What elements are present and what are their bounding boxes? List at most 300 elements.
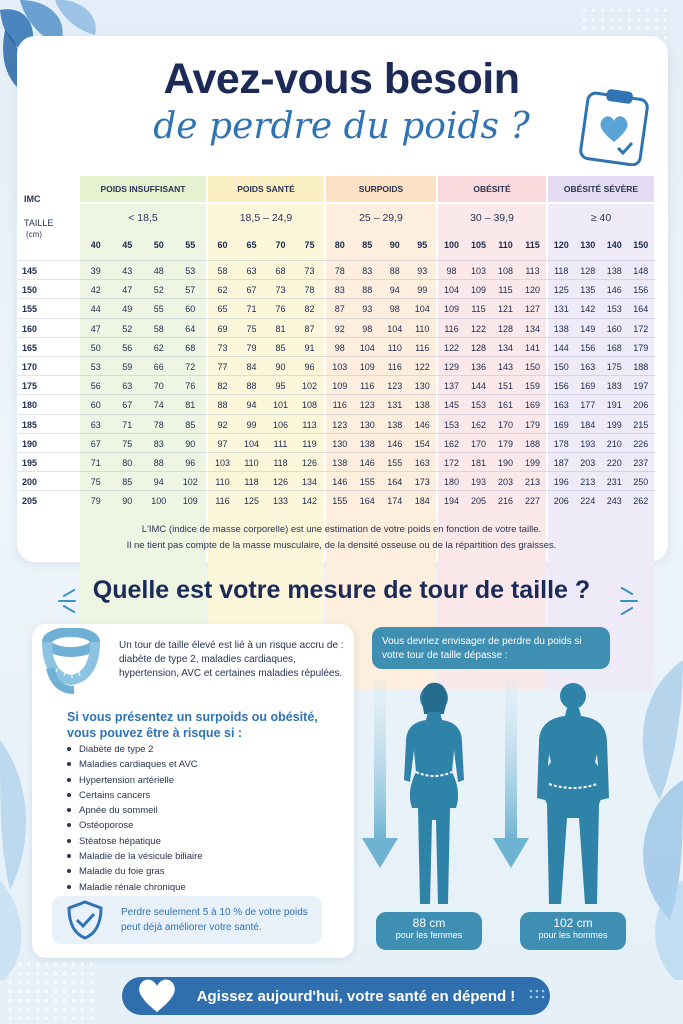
row-divider bbox=[18, 433, 656, 434]
row-divider bbox=[18, 298, 656, 299]
table-row bbox=[18, 492, 656, 511]
bmi-cell: 213 bbox=[524, 477, 541, 488]
bmi-cell: 78 bbox=[153, 419, 164, 430]
bmi-cell: 199 bbox=[606, 419, 622, 430]
bmi-cell: 145 bbox=[443, 400, 460, 411]
bmi-cell: 109 bbox=[332, 381, 348, 392]
bmi-cell: 84 bbox=[246, 362, 257, 372]
bmi-cell: 196 bbox=[553, 477, 569, 488]
bmi-cell: 162 bbox=[470, 419, 487, 430]
down-arrow-icon bbox=[362, 680, 398, 870]
row-divider bbox=[18, 414, 656, 415]
bmi-cell: 231 bbox=[606, 477, 622, 488]
weight-header-cell: 115 bbox=[525, 240, 540, 250]
bmi-cell: 49 bbox=[122, 304, 133, 315]
bmi-cell: 116 bbox=[332, 400, 347, 411]
bmi-cell: 82 bbox=[217, 381, 228, 392]
list-item: Certains cancers bbox=[67, 788, 203, 803]
weight-header-cell: 100 bbox=[443, 240, 460, 250]
bmi-cell: 121 bbox=[497, 304, 514, 315]
bmi-cell: 98 bbox=[389, 304, 400, 315]
row-divider bbox=[18, 337, 656, 338]
bmi-cell: 163 bbox=[414, 458, 430, 468]
bmi-cell: 74 bbox=[153, 400, 164, 411]
weight-header-cell: 50 bbox=[153, 240, 164, 250]
bmi-cell: 47 bbox=[90, 323, 101, 334]
bmi-cell: 155 bbox=[387, 458, 403, 468]
bmi-cell: 99 bbox=[246, 419, 257, 430]
bmi-cell: 130 bbox=[414, 381, 430, 392]
bmi-cell: 172 bbox=[633, 323, 649, 334]
bmi-cell: 109 bbox=[359, 362, 375, 372]
bmi-cell: 146 bbox=[387, 438, 403, 449]
bmi-cell: 104 bbox=[243, 438, 260, 449]
bmi-cell: 116 bbox=[444, 323, 459, 334]
bmi-cell: 134 bbox=[497, 342, 514, 353]
table-row bbox=[18, 473, 656, 492]
bmi-cell: 115 bbox=[498, 285, 513, 296]
bmi-cell: 146 bbox=[359, 458, 375, 468]
table-row bbox=[18, 358, 656, 377]
bmi-cell: 203 bbox=[497, 477, 514, 488]
bmi-cell: 138 bbox=[606, 266, 622, 276]
bmi-cell: 71 bbox=[90, 458, 101, 468]
bmi-cell: 93 bbox=[362, 304, 373, 315]
bmi-cell: 193 bbox=[580, 438, 596, 449]
bmi-cell: 58 bbox=[153, 323, 164, 334]
weight-header-cell: 150 bbox=[633, 240, 649, 250]
bmi-cell: 75 bbox=[246, 323, 257, 334]
bmi-cell: 56 bbox=[122, 342, 133, 353]
bmi-cell: 103 bbox=[214, 458, 231, 468]
table-row bbox=[18, 339, 656, 358]
bmi-cell: 143 bbox=[497, 362, 514, 372]
bmi-cell: 137 bbox=[443, 381, 460, 392]
bmi-cell: 98 bbox=[334, 342, 345, 353]
bmi-cell: 85 bbox=[185, 419, 196, 430]
bmi-cell: 43 bbox=[122, 266, 133, 276]
bmi-cell: 93 bbox=[417, 266, 428, 276]
bmi-cell: 48 bbox=[153, 266, 164, 276]
bmi-cell: 52 bbox=[153, 285, 164, 296]
bmi-cell: 113 bbox=[525, 266, 540, 276]
bmi-cell: 149 bbox=[580, 323, 596, 334]
bmi-note-line1: L'IMC (indice de masse corporelle) est une estimation de votre poids en fonction de votre taille. bbox=[141, 524, 542, 535]
table-row bbox=[18, 300, 656, 319]
bmi-cell: 146 bbox=[606, 285, 622, 296]
weight-header-cell: 110 bbox=[498, 240, 513, 250]
bmi-cell: 99 bbox=[417, 285, 428, 296]
title-decoration bbox=[62, 605, 75, 614]
bmi-cell: 138 bbox=[359, 438, 375, 449]
bmi-cell: 126 bbox=[301, 458, 318, 468]
bmi-cell: 128 bbox=[580, 266, 596, 276]
list-item: Stéatose hépatique bbox=[67, 834, 203, 849]
row-divider bbox=[18, 394, 656, 395]
bmi-cell: 131 bbox=[553, 304, 569, 315]
bmi-cell: 58 bbox=[217, 266, 228, 276]
row-divider bbox=[18, 375, 656, 376]
bmi-cell: 153 bbox=[470, 400, 487, 411]
bmi-cell: 85 bbox=[122, 477, 133, 488]
bmi-cell: 83 bbox=[362, 266, 373, 276]
category-range: 18,5 – 24,9 bbox=[208, 204, 324, 232]
bmi-cell: 109 bbox=[470, 285, 487, 296]
list-item: Ostéoporose bbox=[67, 818, 203, 833]
bmi-cell: 76 bbox=[185, 381, 196, 392]
bmi-cell: 142 bbox=[301, 496, 318, 507]
height-cell: 180 bbox=[22, 400, 38, 411]
bmi-cell: 133 bbox=[272, 496, 289, 507]
down-arrow-icon bbox=[493, 680, 529, 870]
bmi-cell: 75 bbox=[90, 477, 101, 488]
bmi-cell: 135 bbox=[580, 285, 596, 296]
bmi-cell: 120 bbox=[524, 285, 541, 296]
category-range: 30 – 39,9 bbox=[438, 204, 546, 232]
row-divider bbox=[18, 279, 656, 280]
table-row bbox=[18, 281, 656, 300]
women-label: pour les femmes bbox=[395, 930, 463, 940]
bmi-cell: 115 bbox=[471, 304, 486, 315]
bmi-cell: 119 bbox=[302, 438, 317, 449]
bmi-cell: 50 bbox=[90, 342, 101, 353]
bmi-cell: 67 bbox=[246, 285, 257, 296]
weight-header-cell: 45 bbox=[122, 240, 133, 250]
bmi-cell: 76 bbox=[275, 304, 286, 315]
bmi-cell: 154 bbox=[414, 438, 430, 449]
bmi-cell: 144 bbox=[470, 381, 487, 392]
weight-header-cell: 85 bbox=[362, 240, 373, 250]
bmi-cell: 97 bbox=[217, 438, 228, 449]
height-cell: 160 bbox=[22, 323, 38, 334]
table-row bbox=[18, 377, 656, 396]
bmi-cell: 156 bbox=[580, 342, 596, 353]
bmi-cell: 170 bbox=[470, 438, 487, 449]
bmi-cell: 116 bbox=[415, 342, 430, 353]
bmi-cell: 130 bbox=[359, 419, 375, 430]
bmi-cell: 148 bbox=[633, 266, 649, 276]
list-item: Hypertension artérielle bbox=[67, 773, 203, 788]
bmi-cell: 96 bbox=[185, 458, 196, 468]
list-item: Apnée du sommeil bbox=[67, 803, 203, 818]
height-cell: 170 bbox=[22, 362, 38, 372]
bmi-cell: 88 bbox=[389, 266, 400, 276]
bmi-cell: 151 bbox=[497, 381, 514, 392]
bmi-cell: 69 bbox=[217, 323, 228, 334]
row-divider bbox=[18, 490, 656, 491]
bmi-cell: 183 bbox=[606, 381, 622, 392]
weight-header-cell: 70 bbox=[275, 240, 286, 250]
bmi-cell: 60 bbox=[185, 304, 196, 315]
bmi-cell: 109 bbox=[182, 496, 198, 507]
height-cell: 150 bbox=[22, 285, 38, 296]
bmi-cell: 68 bbox=[185, 342, 196, 353]
bmi-cell: 250 bbox=[633, 477, 649, 488]
bmi-cell: 118 bbox=[273, 458, 288, 468]
table-row bbox=[18, 396, 656, 415]
height-cell: 145 bbox=[22, 266, 38, 276]
bmi-cell: 92 bbox=[217, 419, 228, 430]
list-item: Maladies cardiaques et AVC bbox=[67, 757, 203, 772]
bmi-cell: 146 bbox=[414, 419, 430, 430]
bmi-cell: 102 bbox=[301, 381, 318, 392]
bmi-cell: 111 bbox=[273, 438, 288, 449]
bmi-cell: 144 bbox=[553, 342, 569, 353]
bmi-cell: 160 bbox=[606, 323, 622, 334]
bmi-cell: 83 bbox=[334, 285, 345, 296]
bmi-cell: 177 bbox=[580, 400, 596, 411]
bmi-cell: 110 bbox=[387, 342, 402, 353]
bmi-cell: 164 bbox=[387, 477, 403, 488]
banner-text: Agissez aujourd'hui, votre santé en dépend ! bbox=[196, 987, 516, 1005]
height-cell: 190 bbox=[22, 438, 38, 449]
list-item: Diabète de type 2 bbox=[67, 742, 203, 757]
row-divider bbox=[18, 452, 656, 453]
bmi-cell: 109 bbox=[443, 304, 460, 315]
weight-header-cell: 130 bbox=[580, 240, 596, 250]
bmi-cell: 194 bbox=[443, 496, 460, 507]
height-cell: 200 bbox=[22, 477, 38, 488]
bmi-cell: 118 bbox=[554, 266, 569, 276]
bmi-cell: 172 bbox=[443, 458, 460, 468]
bmi-cell: 104 bbox=[359, 342, 375, 353]
bmi-cell: 138 bbox=[332, 458, 348, 468]
bmi-cell: 92 bbox=[334, 323, 345, 334]
bmi-cell: 80 bbox=[122, 458, 133, 468]
height-cell: 175 bbox=[22, 381, 38, 392]
bmi-cell: 226 bbox=[633, 438, 649, 449]
weight-header-cell: 105 bbox=[470, 240, 487, 250]
bmi-cell: 87 bbox=[334, 304, 345, 315]
bmi-cell: 190 bbox=[497, 458, 514, 468]
women-value: 88 cm bbox=[412, 916, 446, 930]
bmi-cell: 44 bbox=[90, 304, 101, 315]
bmi-cell: 179 bbox=[524, 419, 541, 430]
bmi-cell: 203 bbox=[580, 458, 596, 468]
bmi-cell: 191 bbox=[606, 400, 622, 411]
risk-list bbox=[67, 742, 203, 895]
women-threshold bbox=[376, 912, 482, 950]
bmi-cell: 188 bbox=[633, 362, 649, 372]
bmi-cell: 173 bbox=[414, 477, 430, 488]
bmi-cell: 155 bbox=[332, 496, 348, 507]
bmi-cell: 116 bbox=[387, 362, 402, 372]
bmi-cell: 88 bbox=[362, 285, 373, 296]
row-divider bbox=[18, 260, 656, 261]
bmi-cell: 85 bbox=[275, 342, 286, 353]
bmi-cell: 75 bbox=[122, 438, 133, 449]
shield-check-icon bbox=[66, 900, 104, 940]
bmi-cell: 138 bbox=[414, 400, 430, 411]
bmi-cell: 162 bbox=[443, 438, 460, 449]
bmi-cell: 170 bbox=[497, 419, 514, 430]
bmi-cell: 127 bbox=[524, 304, 541, 315]
bmi-cell: 102 bbox=[182, 477, 198, 488]
woman-silhouette-icon bbox=[398, 680, 470, 908]
bmi-cell: 62 bbox=[217, 285, 228, 296]
bmi-cell: 66 bbox=[153, 362, 164, 372]
bmi-cell: 237 bbox=[633, 458, 649, 468]
bmi-cell: 134 bbox=[301, 477, 318, 488]
bmi-cell: 125 bbox=[243, 496, 260, 507]
bmi-cell: 100 bbox=[151, 496, 167, 507]
bmi-cell: 181 bbox=[470, 458, 487, 468]
bmi-cell: 136 bbox=[470, 362, 487, 372]
bmi-cell: 79 bbox=[90, 496, 101, 507]
weight-header-cell: 65 bbox=[246, 240, 257, 250]
bmi-cell: 88 bbox=[153, 458, 164, 468]
bmi-cell: 169 bbox=[553, 419, 569, 430]
heart-icon bbox=[136, 976, 178, 1014]
table-row bbox=[18, 262, 656, 281]
bmi-cell: 123 bbox=[332, 419, 348, 430]
weight-header-cell: 60 bbox=[217, 240, 228, 250]
bmi-cell: 55 bbox=[153, 304, 164, 315]
bmi-cell: 104 bbox=[443, 285, 460, 296]
bmi-cell: 94 bbox=[389, 285, 400, 296]
bmi-cell: 78 bbox=[334, 266, 345, 276]
bmi-cell: 184 bbox=[580, 419, 596, 430]
bmi-cell: 62 bbox=[153, 342, 164, 353]
bmi-cell: 67 bbox=[122, 400, 133, 411]
bmi-cell: 59 bbox=[122, 362, 133, 372]
bmi-cell: 138 bbox=[553, 323, 569, 334]
bmi-cell: 224 bbox=[580, 496, 596, 507]
bmi-cell: 110 bbox=[244, 458, 259, 468]
bmi-cell: 73 bbox=[275, 285, 286, 296]
height-cell: 205 bbox=[22, 496, 38, 507]
bmi-cell: 138 bbox=[387, 419, 403, 430]
bmi-cell: 168 bbox=[606, 342, 622, 353]
table-row bbox=[18, 320, 656, 339]
men-label: pour les hommes bbox=[538, 930, 608, 940]
bmi-cell: 220 bbox=[606, 458, 622, 468]
bmi-cell: 197 bbox=[633, 381, 649, 392]
bmi-cell: 129 bbox=[443, 362, 460, 372]
bmi-cell: 94 bbox=[153, 477, 164, 488]
bmi-cell: 52 bbox=[122, 323, 133, 334]
bmi-cell: 104 bbox=[387, 323, 403, 334]
bmi-cell: 67 bbox=[90, 438, 101, 449]
bmi-cell: 169 bbox=[524, 400, 541, 411]
bmi-cell: 134 bbox=[524, 323, 541, 334]
bmi-cell: 90 bbox=[185, 438, 196, 449]
bmi-cell: 63 bbox=[90, 419, 101, 430]
bmi-cell: 210 bbox=[606, 438, 622, 449]
bmi-cell: 153 bbox=[606, 304, 622, 315]
bmi-cell: 184 bbox=[414, 496, 430, 507]
bmi-cell: 215 bbox=[633, 419, 649, 430]
category-header: OBÉSITÉ bbox=[438, 176, 546, 202]
bmi-cell: 98 bbox=[362, 323, 373, 334]
bmi-cell: 53 bbox=[185, 266, 196, 276]
taille-label: TAILLE bbox=[24, 218, 54, 228]
category-header: OBÉSITÉ SÉVÈRE bbox=[548, 176, 654, 202]
bmi-cell: 206 bbox=[633, 400, 649, 411]
bmi-cell: 71 bbox=[246, 304, 257, 315]
bmi-cell: 39 bbox=[90, 266, 101, 276]
list-item: Maladie de la vésicule biliaire bbox=[67, 849, 203, 864]
bmi-cell: 122 bbox=[470, 323, 487, 334]
weight-header-cell: 55 bbox=[185, 240, 196, 250]
table-row bbox=[18, 416, 656, 435]
imc-label: IMC bbox=[24, 194, 41, 204]
list-item: Maladie du foie gras bbox=[67, 864, 203, 879]
bmi-cell: 81 bbox=[275, 323, 286, 334]
bmi-cell: 83 bbox=[153, 438, 164, 449]
waist-intro: Un tour de taille élevé est lié à un risque accru de : diabète de type 2, maladies cardiaques, hypertension, AVC et certaines maladies répulées. bbox=[119, 640, 344, 679]
category-header: POIDS SANTÉ bbox=[208, 176, 324, 202]
men-value: 102 cm bbox=[553, 916, 593, 930]
bmi-cell: 141 bbox=[524, 342, 541, 353]
bmi-cell: 123 bbox=[359, 400, 375, 411]
weight-header-cell: 140 bbox=[606, 240, 622, 250]
bmi-cell: 101 bbox=[272, 400, 289, 411]
bmi-cell: 118 bbox=[244, 477, 259, 488]
bmi-cell: 113 bbox=[302, 419, 317, 430]
weight-header-cell: 75 bbox=[304, 240, 315, 250]
bmi-cell: 88 bbox=[246, 381, 257, 392]
bmi-cell: 164 bbox=[633, 304, 649, 315]
bmi-cell: 131 bbox=[387, 400, 403, 411]
bmi-cell: 103 bbox=[332, 362, 348, 372]
bmi-cell: 47 bbox=[122, 285, 133, 296]
bmi-cell: 73 bbox=[304, 266, 315, 276]
bmi-cell: 150 bbox=[553, 362, 569, 372]
weight-header-cell: 120 bbox=[553, 240, 569, 250]
bmi-cell: 95 bbox=[275, 381, 286, 392]
bmi-cell: 78 bbox=[304, 285, 315, 296]
row-divider bbox=[18, 318, 656, 319]
bmi-cell: 103 bbox=[470, 266, 487, 276]
bmi-cell: 213 bbox=[580, 477, 596, 488]
bmi-note-line2: Il ne tient pas compte de la masse musculaire, de la densité osseuse ou de la répartition des graisses. bbox=[126, 540, 557, 551]
category-header: SURPOIDS bbox=[326, 176, 436, 202]
category-range: 25 – 29,9 bbox=[326, 204, 436, 232]
cm-label: (cm) bbox=[26, 230, 42, 239]
height-cell: 155 bbox=[22, 304, 38, 315]
bmi-cell: 72 bbox=[185, 362, 196, 372]
bmi-cell: 156 bbox=[633, 285, 649, 296]
bmi-cell: 79 bbox=[246, 342, 257, 353]
bmi-cell: 70 bbox=[153, 381, 164, 392]
bmi-cell: 122 bbox=[414, 362, 430, 372]
bmi-cell: 96 bbox=[304, 362, 315, 372]
bmi-cell: 42 bbox=[90, 285, 101, 296]
bmi-cell: 63 bbox=[122, 381, 133, 392]
bmi-cell: 88 bbox=[217, 400, 228, 411]
weight-header-cell: 40 bbox=[90, 240, 101, 250]
bmi-cell: 108 bbox=[301, 400, 318, 411]
measuring-tape-icon bbox=[42, 628, 100, 694]
bmi-cell: 187 bbox=[553, 458, 569, 468]
bmi-cell: 73 bbox=[217, 342, 228, 353]
bmi-cell: 179 bbox=[633, 342, 649, 353]
bmi-cell: 188 bbox=[524, 438, 541, 449]
bmi-cell: 63 bbox=[246, 266, 257, 276]
bmi-cell: 128 bbox=[470, 342, 487, 353]
weight-header-cell: 80 bbox=[334, 240, 345, 250]
threshold-callout: Vous devriez envisager de perdre du poids si votre tour de taille dépasse : bbox=[372, 627, 610, 669]
bmi-cell: 178 bbox=[553, 438, 569, 449]
bmi-cell: 82 bbox=[304, 304, 315, 315]
bmi-cell: 164 bbox=[359, 496, 375, 507]
category-range: < 18,5 bbox=[80, 204, 206, 232]
bmi-cell: 146 bbox=[332, 477, 348, 488]
bmi-cell: 163 bbox=[553, 400, 569, 411]
bmi-cell: 65 bbox=[217, 304, 228, 315]
bmi-cell: 91 bbox=[304, 342, 315, 353]
